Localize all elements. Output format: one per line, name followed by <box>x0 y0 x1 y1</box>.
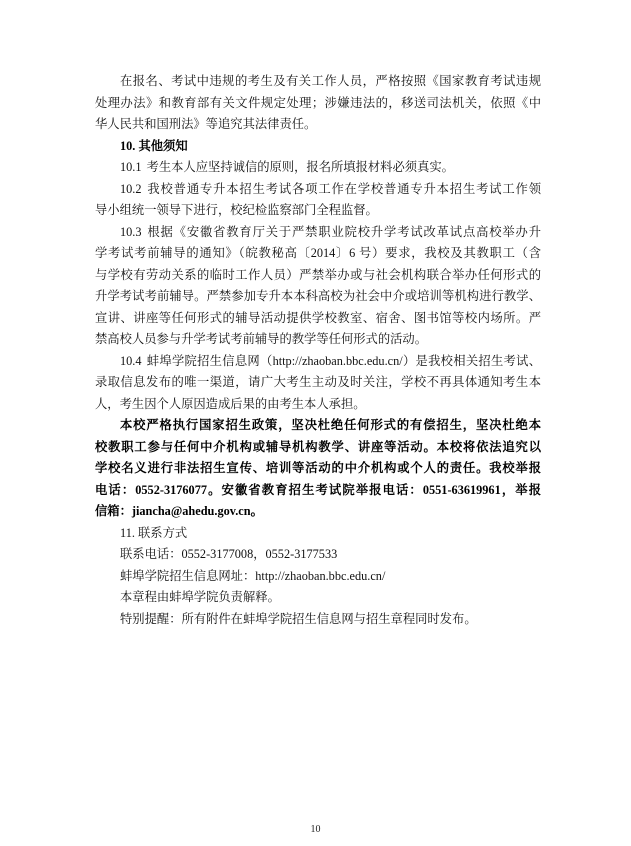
paragraph-line: 与学校有劳动关系的临时工作人员）严禁举办或与社会机构联合举办任何形式的 <box>95 267 541 282</box>
paragraph-line: 学考试考前辅导的通知》（皖教秘高〔2014〕6 号）要求，我校及其教职工（含 <box>95 246 541 260</box>
document-body <box>95 71 541 630</box>
paragraph-line <box>95 157 541 179</box>
item-10-2 <box>95 179 541 222</box>
paragraph-line: 学校名义进行非法招生宣传、培训等活动的中介机构或个人的责任。我校举报 <box>95 461 541 475</box>
paragraph-line: 升学考试考前辅导。严禁参加专升本本科高校为社会中介或培训等机构进行教学、 <box>95 289 541 303</box>
section-10-heading: 10. 其他须知 <box>120 138 188 153</box>
paragraph-line: 华人民共和国刑法》等追究其法律责任。 <box>95 117 317 131</box>
anti-fraud-notice-paragraph <box>95 415 541 523</box>
paragraph-line: 校教职工参与任何中介机构或辅导机构教学、讲座等活动。本校将依法追究以 <box>95 439 541 454</box>
item-10-4 <box>95 351 541 416</box>
paragraph-line: 电话：0552-3176077。安徽省教育招生考试院举报电话：0551-63619961，举报 <box>95 482 541 497</box>
paragraph-line: 禁高校人员参与升学考试考前辅导的教学等任何形式的活动。 <box>95 332 428 346</box>
item-number: 10.3 <box>120 224 142 239</box>
item-number: 10.1 <box>120 160 142 174</box>
special-reminder: 特别提醒：所有附件在蚌埠学院招生信息网与招生章程同时发布。 <box>120 611 477 626</box>
section-11-heading: 11. 联系方式 <box>120 525 188 540</box>
item-10-1 <box>95 157 541 179</box>
paragraph-line: 宣讲、讲座等任何形式的辅导活动提供学校教室、宿舍、图书馆等校内场所。严 <box>95 310 541 325</box>
contact-section <box>95 523 541 631</box>
paragraph-line: 信箱：jiancha@ahedu.gov.cn。 <box>95 504 263 518</box>
interpretation-statement: 本章程由蚌埠学院负责解释。 <box>120 590 280 604</box>
paragraph-line: 在报名、考试中违规的考生及有关工作人员，严格按照《国家教育考试违规 <box>120 74 541 88</box>
contact-phone: 联系电话：0552-3177008，0552-3177533 <box>120 547 338 561</box>
admissions-website: 蚌埠学院招生信息网址：http://zhaoban.bbc.edu.cn/ <box>120 568 386 583</box>
paragraph-line: 人，考生因个人原因造成后果的由考生本人承担。 <box>95 396 366 411</box>
paragraph-line: 导小组统一领导下进行，校纪检监察部门全程监督。 <box>95 203 378 217</box>
item-10-3 <box>95 222 541 351</box>
violation-handling-paragraph <box>95 71 541 136</box>
paragraph-line <box>95 222 541 244</box>
item-number: 10.2 <box>120 181 142 196</box>
line-text: 我校普通专升本招生考试各项工作在学校普通专升本招生考试工作领 <box>146 181 541 196</box>
paragraph-line <box>95 179 541 201</box>
line-text: 根据《安徽省教育厅关于严禁职业院校升学考试改革试点高校举办升 <box>146 224 541 239</box>
page-number: 10 <box>310 824 321 835</box>
paragraph-line: 处理办法》和教育部有关文件规定处理；涉嫌违法的，移送司法机关，依照《中 <box>95 95 541 110</box>
item-number: 10.4 <box>120 353 142 368</box>
paragraph-line: 录取信息发布的唯一渠道，请广大考生主动及时关注，学校不再具体通知考生本 <box>95 375 541 389</box>
paragraph-line: 本校严格执行国家招生政策，坚决杜绝任何形式的有偿招生，坚决杜绝本 <box>120 418 541 432</box>
line-text: 蚌埠学院招生信息网（http://zhaoban.bbc.edu.cn/）是我校相关招生考试、 <box>146 353 541 368</box>
paragraph-line <box>95 351 541 373</box>
line-text: 考生本人应坚持诚信的原则，报名所填报材料必须真实。 <box>146 160 454 174</box>
